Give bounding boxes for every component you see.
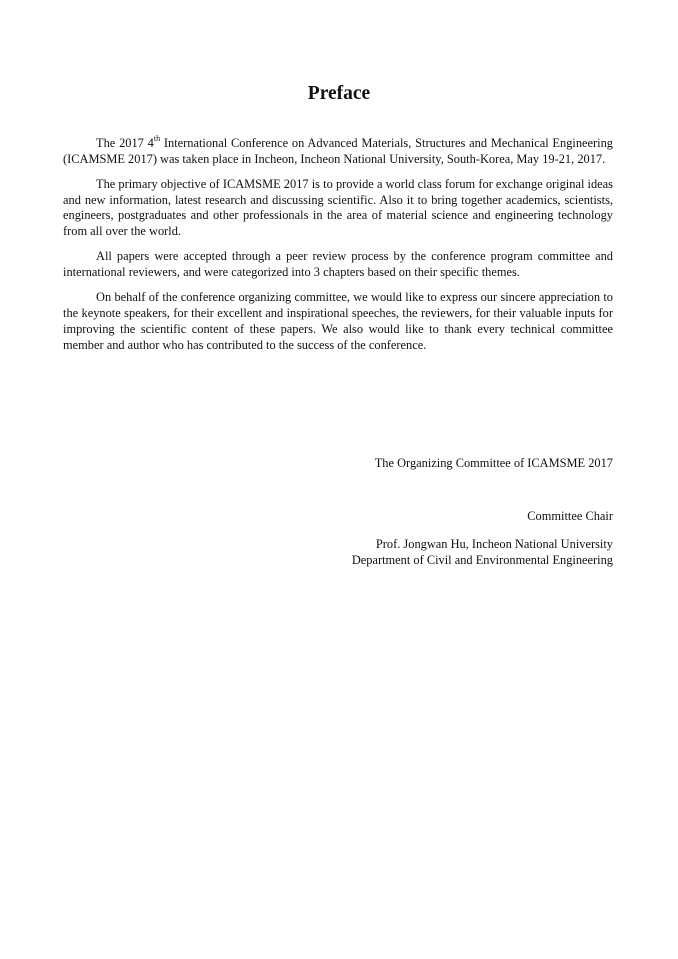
- paragraph-1-start: The 2017 4: [96, 136, 154, 150]
- signature-name-affiliation: Prof. Jongwan Hu, Incheon National University: [375, 537, 613, 551]
- signature-block: [352, 537, 613, 568]
- preface-body: [63, 133, 613, 363]
- signature-role: Committee Chair: [527, 509, 613, 523]
- paragraph-2: The primary objective of ICAMSME 2017 is to provide a world class forum for exchange original ideas and new information, latest research and discussing scientific. Also it to bring together academics, scientists, engineers, postgraduates and other professionals in the area of material science and engineering technology from all over the world.: [63, 177, 613, 239]
- signature-department: Department of Civil and Environmental Engineering: [351, 552, 613, 567]
- paragraph-1-rest: International Conference on Advanced Materials, Structures and Mechanical Engineering (ICAMSME 2017) was taken place in Incheon, Incheon National University, South-Korea, May 19-21, 2017.: [63, 136, 613, 166]
- paragraph-3: All papers were accepted through a peer review process by the conference program committee and international reviewers, and were categorized into 3 chapters based on their specific themes.: [63, 249, 613, 280]
- ordinal-suffix: th: [153, 133, 161, 143]
- signature-committee: The Organizing Committee of ICAMSME 2017: [374, 456, 613, 470]
- paragraph-1: [63, 133, 613, 167]
- paragraph-4: On behalf of the conference organizing committee, we would like to express our sincere appreciation to the keynote speakers, for their excellent and inspirational speeches, the reviewers, for their valuable inputs for improving the scientific content of these papers. We also would like to thank every technical committee member and author who has contributed to the success of the conference.: [63, 290, 613, 352]
- page-title: Preface: [307, 83, 371, 104]
